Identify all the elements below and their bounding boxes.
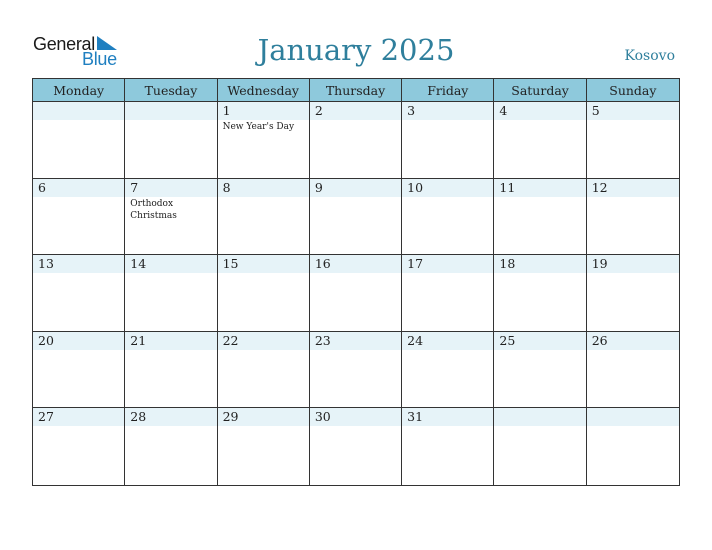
day-number: 10 bbox=[407, 179, 424, 195]
day-cell bbox=[33, 255, 125, 332]
day-number: 21 bbox=[130, 332, 147, 348]
day-number: 13 bbox=[38, 256, 54, 272]
day-number: 15 bbox=[222, 256, 239, 272]
day-cell bbox=[494, 102, 586, 179]
day-number: 31 bbox=[407, 409, 424, 425]
day-number: 24 bbox=[407, 332, 424, 348]
weekday-header-friday: Friday bbox=[402, 79, 494, 102]
day-number: 12 bbox=[591, 179, 608, 195]
day-cell bbox=[125, 102, 217, 179]
holiday-label: New Year's Day bbox=[222, 122, 295, 132]
logo-text-general: General bbox=[33, 34, 95, 54]
day-cell bbox=[310, 332, 402, 409]
holiday-label: Orthodox Christmas bbox=[130, 198, 177, 221]
day-number: 9 bbox=[314, 179, 323, 195]
day-cell bbox=[494, 332, 586, 409]
weekday-header-tuesday: Tuesday bbox=[125, 79, 217, 102]
day-cell bbox=[494, 255, 586, 332]
day-number: 27 bbox=[38, 409, 54, 425]
logo-text-blue: Blue bbox=[82, 49, 117, 69]
day-number: 18 bbox=[499, 256, 516, 272]
day-cell bbox=[125, 408, 217, 485]
weekday-header-saturday: Saturday bbox=[494, 79, 586, 102]
weekday-header-monday: Monday bbox=[33, 79, 125, 102]
day-cell bbox=[125, 255, 217, 332]
day-cell bbox=[494, 408, 586, 485]
day-cell bbox=[218, 255, 310, 332]
day-cell bbox=[33, 408, 125, 485]
day-cell bbox=[218, 332, 310, 409]
day-number: 20 bbox=[38, 332, 54, 348]
day-number: 25 bbox=[499, 332, 516, 348]
calendar-grid bbox=[32, 78, 680, 486]
day-number: 4 bbox=[499, 103, 508, 118]
day-cell bbox=[125, 332, 217, 409]
day-number: 29 bbox=[222, 409, 239, 425]
weekday-header-wednesday: Wednesday bbox=[218, 79, 310, 102]
day-cell bbox=[310, 408, 402, 485]
day-cell bbox=[33, 332, 125, 409]
day-number: 30 bbox=[314, 409, 331, 425]
day-number: 7 bbox=[130, 179, 139, 195]
day-number: 19 bbox=[591, 256, 608, 272]
day-cell bbox=[218, 179, 310, 256]
day-cell bbox=[402, 255, 494, 332]
calendar-title: January 2025 bbox=[257, 33, 455, 67]
day-cell bbox=[218, 408, 310, 485]
day-number: 11 bbox=[499, 179, 516, 195]
day-cell bbox=[310, 179, 402, 256]
day-cell bbox=[402, 102, 494, 179]
day-number: 2 bbox=[314, 103, 323, 118]
country-label: Kosovo bbox=[624, 48, 675, 64]
day-cell bbox=[587, 102, 679, 179]
day-number: 28 bbox=[130, 409, 147, 425]
weekday-header-thursday: Thursday bbox=[310, 79, 402, 102]
day-number: 22 bbox=[222, 332, 239, 348]
day-cell bbox=[310, 255, 402, 332]
day-number: 8 bbox=[222, 179, 231, 195]
day-number: 5 bbox=[591, 103, 600, 118]
day-cell bbox=[587, 408, 679, 485]
day-number: 3 bbox=[407, 103, 416, 118]
day-number: 6 bbox=[38, 179, 46, 195]
day-cell bbox=[310, 102, 402, 179]
day-cell bbox=[402, 179, 494, 256]
day-number: 23 bbox=[314, 332, 331, 348]
day-number: 14 bbox=[130, 256, 147, 272]
day-number: 26 bbox=[591, 332, 608, 348]
day-number: 1 bbox=[222, 103, 231, 118]
day-number: 17 bbox=[407, 256, 424, 272]
day-cell bbox=[587, 179, 679, 256]
day-cell bbox=[587, 255, 679, 332]
day-cell bbox=[402, 332, 494, 409]
day-cell bbox=[587, 332, 679, 409]
weekday-header-sunday: Sunday bbox=[587, 79, 679, 102]
day-number: 16 bbox=[314, 256, 331, 272]
day-cell bbox=[125, 179, 217, 256]
day-cell bbox=[33, 179, 125, 256]
day-cell bbox=[402, 408, 494, 485]
day-cell bbox=[218, 102, 310, 179]
day-cell bbox=[494, 179, 586, 256]
day-cell bbox=[33, 102, 125, 179]
